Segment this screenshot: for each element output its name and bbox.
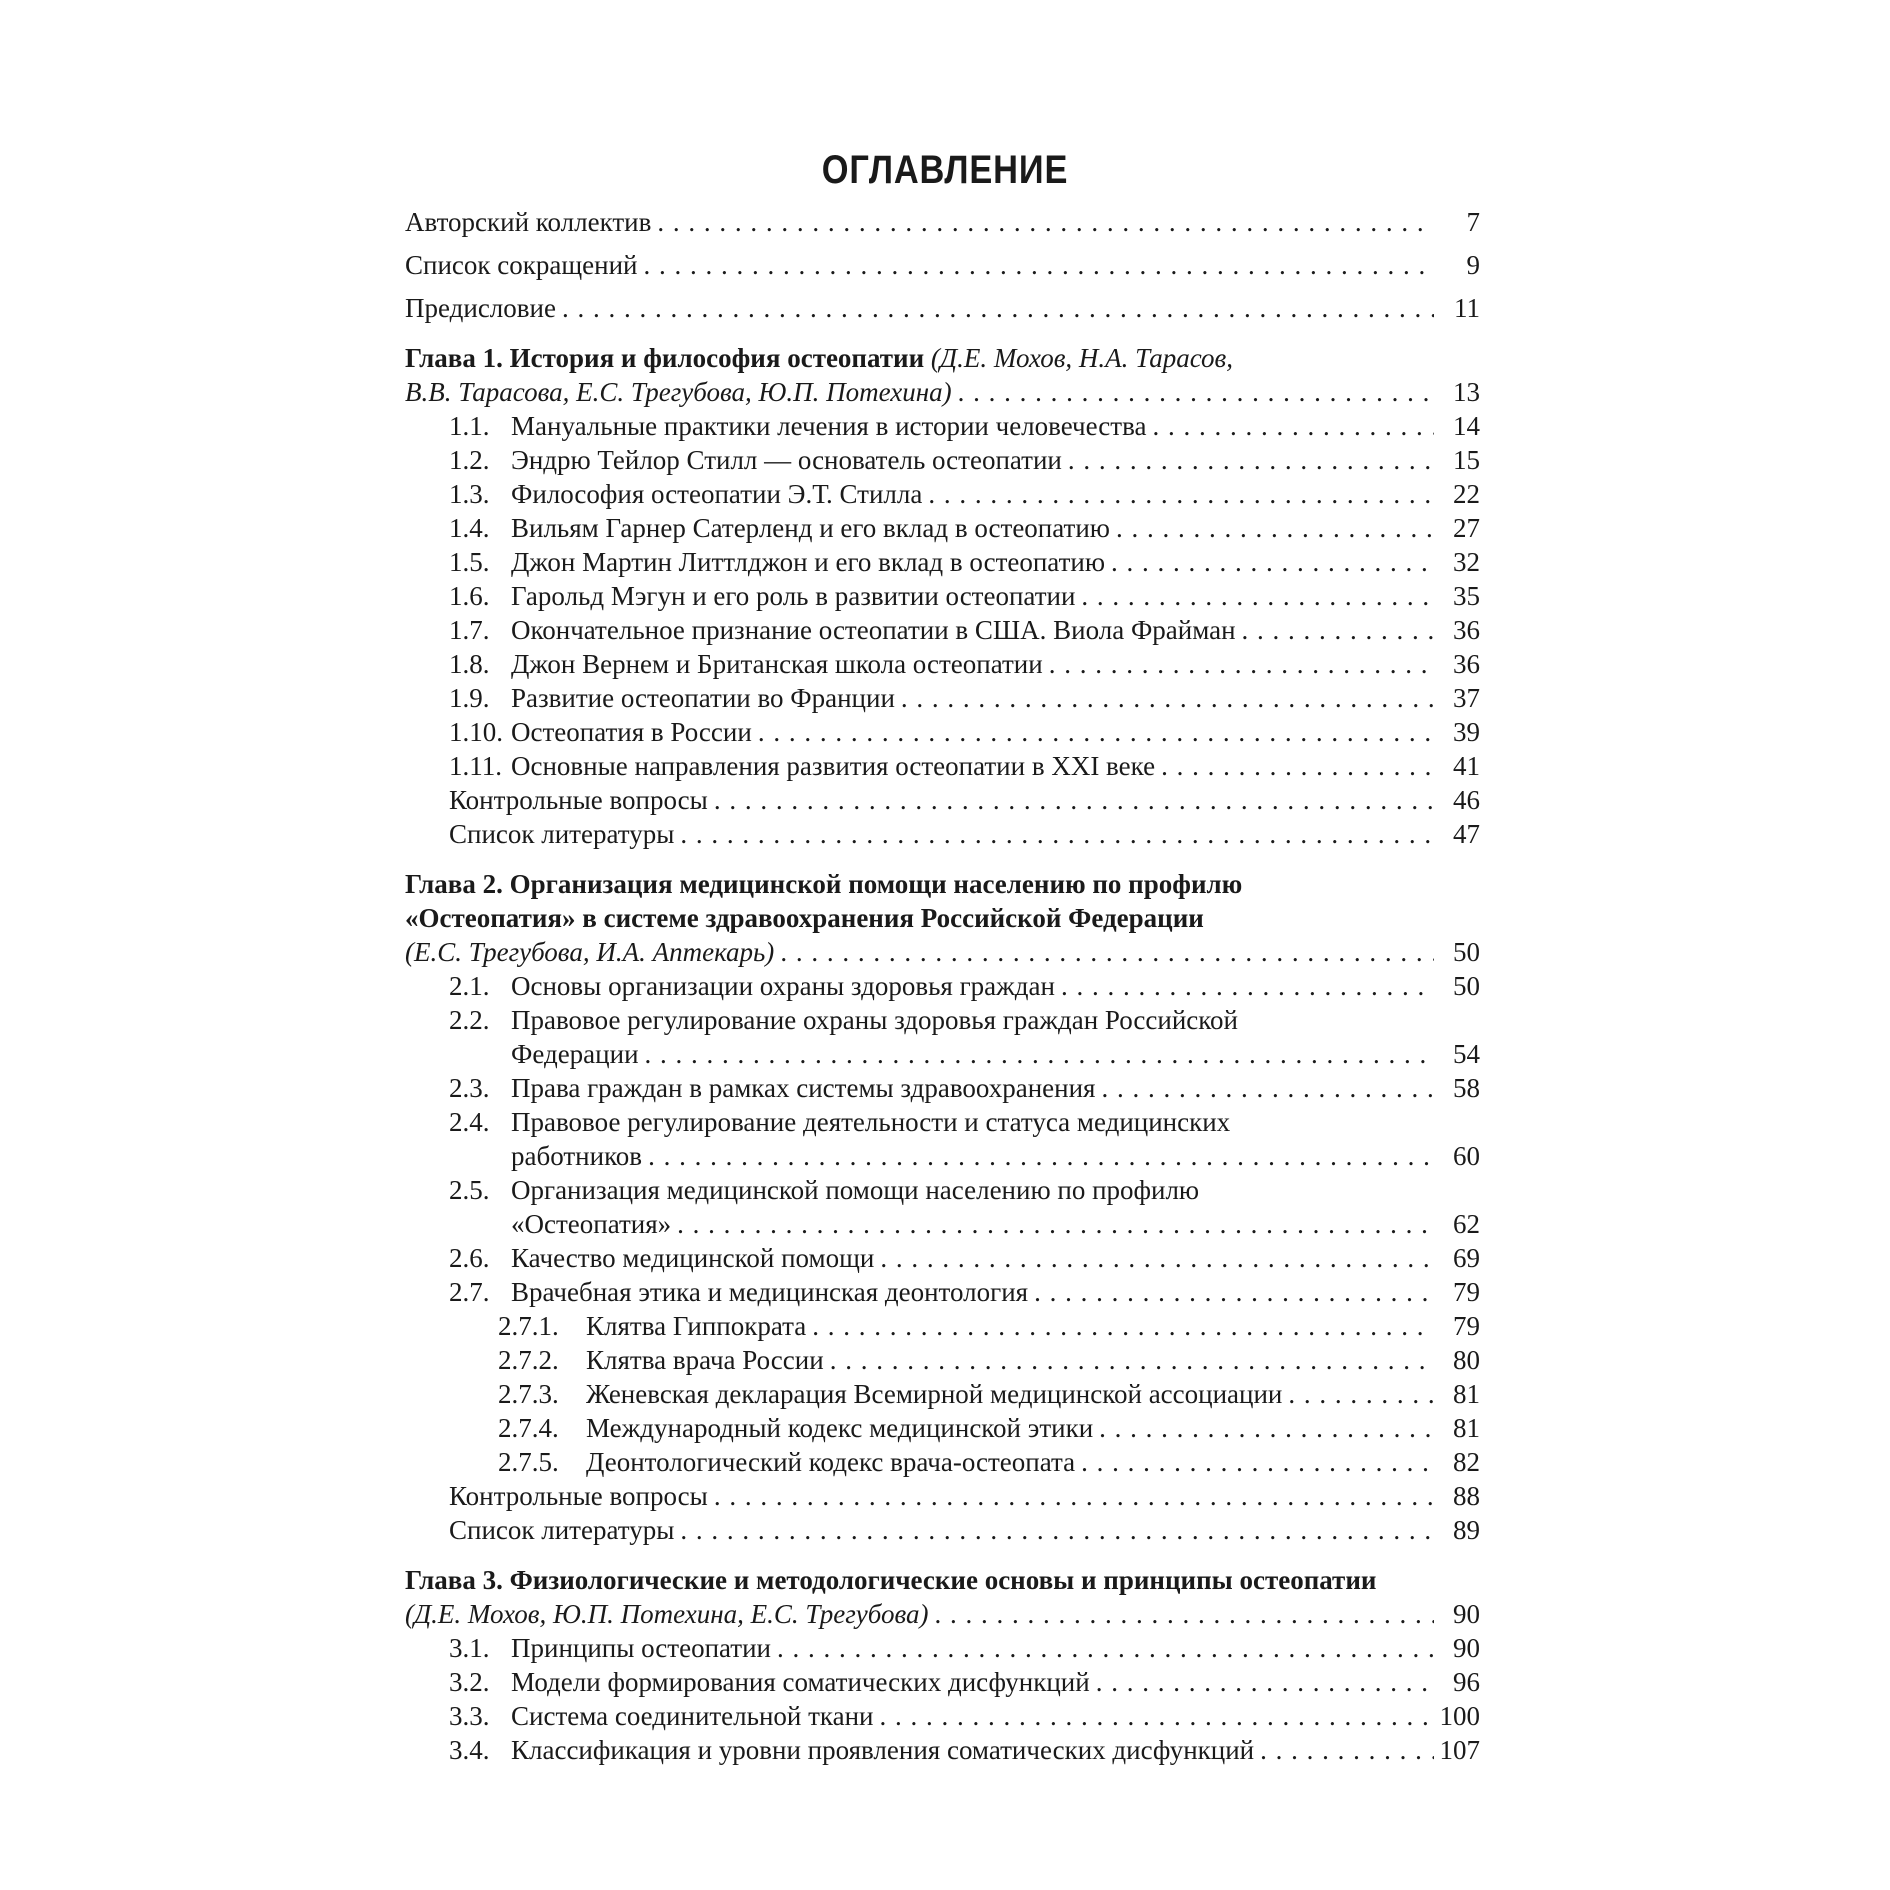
- section-number: 1.6.: [449, 581, 490, 611]
- section-number: 1.5.: [449, 547, 490, 577]
- toc-page-number: 107: [1439, 1735, 1480, 1765]
- leader-dots: [1111, 545, 1434, 579]
- toc-entry-text: Авторский коллектив: [405, 207, 652, 237]
- subsection-number: 2.7.4.: [498, 1413, 559, 1443]
- leader-dots: [677, 1207, 1434, 1241]
- toc-section[interactable]: [449, 1275, 1480, 1309]
- section-number: 1.3.: [449, 479, 490, 509]
- leader-dots: [1101, 1071, 1434, 1105]
- subsection-number: 2.7.1.: [498, 1311, 559, 1341]
- toc-section-cont[interactable]: [449, 1037, 1480, 1071]
- leader-dots: [934, 1597, 1434, 1631]
- section-title: Гарольд Мэгун и его роль в развитии остеопатии: [511, 581, 1076, 611]
- section-number: 1.9.: [449, 683, 490, 713]
- section-title: Модели формирования соматических дисфункций: [511, 1667, 1090, 1697]
- toc-page-number: 46: [1453, 785, 1480, 815]
- toc-page-number: 15: [1453, 445, 1480, 475]
- toc-page-number: 37: [1453, 683, 1480, 713]
- section-number: 1.1.: [449, 411, 490, 441]
- section-number: 1.10.: [449, 717, 503, 747]
- chapter-title: «Остеопатия» в системе здравоохранения Российской Федерации: [405, 903, 1204, 933]
- section-number: 2.3.: [449, 1073, 490, 1103]
- toc-page-number: 79: [1453, 1277, 1480, 1307]
- leader-dots: [1096, 1665, 1434, 1699]
- toc-subsection[interactable]: [498, 1411, 1480, 1445]
- toc-entry-text: Список сокращений: [405, 250, 638, 280]
- toc-page-number: 22: [1453, 479, 1480, 509]
- toc-page-number: 100: [1439, 1701, 1480, 1731]
- toc-page-number: 62: [1453, 1209, 1480, 1239]
- toc-page-number: 9: [1466, 250, 1480, 280]
- chapter-authors: (Е.С. Трегубова, И.А. Аптекарь): [405, 937, 775, 967]
- section-title: Контрольные вопросы: [449, 785, 708, 815]
- section-title: Список литературы: [449, 1515, 675, 1545]
- leader-dots: [777, 1631, 1434, 1665]
- section-number: 1.11.: [449, 751, 502, 781]
- toc-page-number: 27: [1453, 513, 1480, 543]
- toc-page-number: 41: [1453, 751, 1480, 781]
- toc-section[interactable]: [449, 1105, 1480, 1139]
- toc-section[interactable]: [449, 545, 1480, 579]
- section-number: 2.1.: [449, 971, 490, 1001]
- page-title: ОГЛАВЛЕНИЕ: [821, 148, 1069, 192]
- subsection-title: Деонтологический кодекс врача-остеопата: [586, 1447, 1076, 1477]
- toc-page-number: 35: [1453, 581, 1480, 611]
- leader-dots: [1152, 409, 1434, 443]
- toc-page-number: 14: [1453, 411, 1480, 441]
- toc-page-number: 32: [1453, 547, 1480, 577]
- leader-dots: [714, 1479, 1434, 1513]
- toc-section[interactable]: [449, 443, 1480, 477]
- leader-dots: [643, 248, 1434, 282]
- chapter-3-authors-line[interactable]: [405, 1597, 1480, 1631]
- subsection-title: Клятва Гиппократа: [586, 1311, 807, 1341]
- subsection-number: 2.7.3.: [498, 1379, 559, 1409]
- toc-page-number: 39: [1453, 717, 1480, 747]
- leader-dots: [714, 783, 1434, 817]
- toc-section[interactable]: [449, 749, 1480, 783]
- section-number: 3.2.: [449, 1667, 490, 1697]
- section-title: Вильям Гарнер Сатерленд и его вклад в остеопатию: [511, 513, 1110, 543]
- toc-page-number: 79: [1453, 1311, 1480, 1341]
- leader-dots: [880, 1241, 1434, 1275]
- toc-subsection[interactable]: [498, 1309, 1480, 1343]
- section-title: Основные направления развития остеопатии в XXI веке: [511, 751, 1156, 781]
- section-title: Организация медицинской помощи населению по профилю: [511, 1175, 1200, 1205]
- leader-dots: [758, 715, 1434, 749]
- section-title: Джон Вернем и Британская школа остеопатии: [511, 649, 1043, 679]
- leader-dots: [1061, 969, 1434, 1003]
- chapter-title: Глава 2. Организация медицинской помощи населению по профилю: [405, 869, 1243, 899]
- toc-page-number: 7: [1466, 207, 1480, 237]
- subsection-number: 2.7.5.: [498, 1447, 559, 1477]
- section-title: Врачебная этика и медицинская деонтология: [511, 1277, 1029, 1307]
- toc-page-number: 13: [1453, 377, 1480, 407]
- toc-page-number: 82: [1453, 1447, 1480, 1477]
- section-title: работников: [511, 1141, 643, 1171]
- leader-dots: [645, 1037, 1434, 1071]
- toc-page-number: 58: [1453, 1073, 1480, 1103]
- toc-control-questions[interactable]: [449, 1479, 1480, 1513]
- toc-page-number: 96: [1453, 1667, 1480, 1697]
- toc-entry-authors[interactable]: [405, 205, 1480, 239]
- toc-subsection[interactable]: [498, 1377, 1480, 1411]
- toc-section[interactable]: [449, 1665, 1480, 1699]
- chapter-2-heading-cont[interactable]: [405, 901, 1480, 935]
- leader-dots: [680, 1513, 1434, 1547]
- section-title: Система соединительной ткани: [511, 1701, 874, 1731]
- toc-section[interactable]: [449, 1003, 1480, 1037]
- leader-dots: [648, 1139, 1434, 1173]
- leader-dots: [1081, 579, 1434, 613]
- section-title: Философия остеопатии Э.Т. Стилла: [511, 479, 923, 509]
- section-title: Основы организации охраны здоровья граждан: [511, 971, 1055, 1001]
- section-number: 1.8.: [449, 649, 490, 679]
- toc-page-number: 90: [1453, 1599, 1480, 1629]
- toc-page-number: 81: [1453, 1379, 1480, 1409]
- section-title: Классификация и уровни проявления соматических дисфункций: [511, 1735, 1255, 1765]
- section-number: 1.7.: [449, 615, 490, 645]
- chapter-title: Глава 1. История и философия остеопатии: [405, 343, 925, 373]
- section-title: Остеопатия в России: [511, 717, 752, 747]
- section-title: Контрольные вопросы: [449, 1481, 708, 1511]
- chapter-1-authors-line[interactable]: [405, 375, 1480, 409]
- section-title: Федерации: [511, 1039, 639, 1069]
- toc-page-number: 36: [1453, 615, 1480, 645]
- leader-dots: [1116, 511, 1434, 545]
- section-number: 2.5.: [449, 1175, 490, 1205]
- chapter-authors: (Д.Е. Мохов, Н.А. Тарасов,: [930, 343, 1233, 373]
- leader-dots: [928, 477, 1434, 511]
- toc-page-number: 90: [1453, 1633, 1480, 1663]
- toc-section[interactable]: [449, 613, 1480, 647]
- leader-dots: [1034, 1275, 1434, 1309]
- subsection-title: Международный кодекс медицинской этики: [586, 1413, 1094, 1443]
- leader-dots: [1260, 1733, 1433, 1767]
- section-number: 3.3.: [449, 1701, 490, 1731]
- leader-dots: [1068, 443, 1434, 477]
- section-title: Правовое регулирование деятельности и статуса медицинских: [511, 1107, 1231, 1137]
- toc-section[interactable]: [449, 1173, 1480, 1207]
- toc-section[interactable]: [449, 1699, 1480, 1733]
- section-number: 1.4.: [449, 513, 490, 543]
- table-of-contents: [405, 205, 1480, 1767]
- toc-section[interactable]: [449, 1071, 1480, 1105]
- toc-page-number: 88: [1453, 1481, 1480, 1511]
- chapter-authors: В.В. Тарасова, Е.С. Трегубова, Ю.П. Потехина): [405, 377, 952, 407]
- section-title: Права граждан в рамках системы здравоохранения: [511, 1073, 1096, 1103]
- toc-section[interactable]: [449, 409, 1480, 443]
- toc-section[interactable]: [449, 647, 1480, 681]
- toc-section[interactable]: [449, 1241, 1480, 1275]
- toc-page-number: 36: [1453, 649, 1480, 679]
- leader-dots: [780, 935, 1434, 969]
- section-number: 2.6.: [449, 1243, 490, 1273]
- leader-dots: [1081, 1445, 1434, 1479]
- chapter-3-heading[interactable]: [405, 1563, 1480, 1597]
- section-number: 3.1.: [449, 1633, 490, 1663]
- section-number: 3.4.: [449, 1735, 490, 1765]
- leader-dots: [657, 205, 1434, 239]
- toc-section[interactable]: [449, 477, 1480, 511]
- toc-section[interactable]: [449, 579, 1480, 613]
- toc-section[interactable]: [449, 511, 1480, 545]
- leader-dots: [901, 681, 1434, 715]
- leader-dots: [830, 1343, 1434, 1377]
- toc-subsection[interactable]: [498, 1445, 1480, 1479]
- toc-page-number: 80: [1453, 1345, 1480, 1375]
- leader-dots: [1049, 647, 1434, 681]
- toc-page-number: 47: [1453, 819, 1480, 849]
- subsection-title: Клятва врача России: [586, 1345, 824, 1375]
- leader-dots: [1099, 1411, 1434, 1445]
- section-number: 2.7.: [449, 1277, 490, 1307]
- toc-page-number: 50: [1453, 971, 1480, 1001]
- section-title: Эндрю Тейлор Стилл — основатель остеопатии: [511, 445, 1062, 475]
- toc-section[interactable]: [449, 715, 1480, 749]
- chapter-2-authors-line[interactable]: [405, 935, 1480, 969]
- section-number: 1.2.: [449, 445, 490, 475]
- subsection-title: Женевская декларация Всемирной медицинской ассоциации: [586, 1379, 1283, 1409]
- toc-section[interactable]: [449, 1733, 1480, 1767]
- section-title: Список литературы: [449, 819, 675, 849]
- leader-dots: [812, 1309, 1434, 1343]
- section-title: Правовое регулирование охраны здоровья граждан Российской: [511, 1005, 1238, 1035]
- toc-control-questions[interactable]: [449, 783, 1480, 817]
- toc-section[interactable]: [449, 681, 1480, 715]
- toc-entry-text: Предисловие: [405, 293, 556, 323]
- toc-page-number: 89: [1453, 1515, 1480, 1545]
- toc-section-cont[interactable]: [449, 1139, 1480, 1173]
- toc-entry-abbreviations[interactable]: [405, 248, 1480, 282]
- section-title: Мануальные практики лечения в истории человечества: [511, 411, 1147, 441]
- toc-page-number: 60: [1453, 1141, 1480, 1171]
- toc-section[interactable]: [449, 969, 1480, 1003]
- toc-subsection[interactable]: [498, 1343, 1480, 1377]
- section-number: 2.4.: [449, 1107, 490, 1137]
- section-title: Принципы остеопатии: [511, 1633, 772, 1663]
- section-number: 2.2.: [449, 1005, 490, 1035]
- toc-page-number: 54: [1453, 1039, 1480, 1069]
- chapter-2-heading[interactable]: [405, 867, 1480, 901]
- toc-literature[interactable]: [449, 1513, 1480, 1547]
- section-title: Джон Мартин Литтлджон и его вклад в остеопатию: [511, 547, 1105, 577]
- toc-page-number: 11: [1454, 293, 1480, 323]
- leader-dots: [1161, 749, 1434, 783]
- leader-dots: [1242, 613, 1434, 647]
- chapter-title: Глава 3. Физиологические и методологические основы и принципы остеопатии: [405, 1565, 1377, 1595]
- toc-literature[interactable]: [449, 817, 1480, 851]
- toc-page-number: 69: [1453, 1243, 1480, 1273]
- leader-dots: [562, 291, 1434, 325]
- leader-dots: [1288, 1377, 1434, 1411]
- section-title: «Остеопатия»: [511, 1209, 672, 1239]
- section-title: Качество медицинской помощи: [511, 1243, 875, 1273]
- toc-page-number: 81: [1453, 1413, 1480, 1443]
- section-title: Развитие остеопатии во Франции: [511, 683, 895, 713]
- chapter-1-heading[interactable]: [405, 341, 1480, 375]
- toc-page-number: 50: [1453, 937, 1480, 967]
- leader-dots: [680, 817, 1434, 851]
- chapter-authors: (Д.Е. Мохов, Ю.П. Потехина, Е.С. Трегубова): [405, 1599, 929, 1629]
- toc-section-cont[interactable]: [449, 1207, 1480, 1241]
- toc-section[interactable]: [449, 1631, 1480, 1665]
- subsection-number: 2.7.2.: [498, 1345, 559, 1375]
- leader-dots: [880, 1699, 1434, 1733]
- leader-dots: [958, 375, 1434, 409]
- toc-entry-preface[interactable]: [405, 291, 1480, 325]
- section-title: Окончательное признание остеопатии в США. Виола Фрайман: [511, 615, 1236, 645]
